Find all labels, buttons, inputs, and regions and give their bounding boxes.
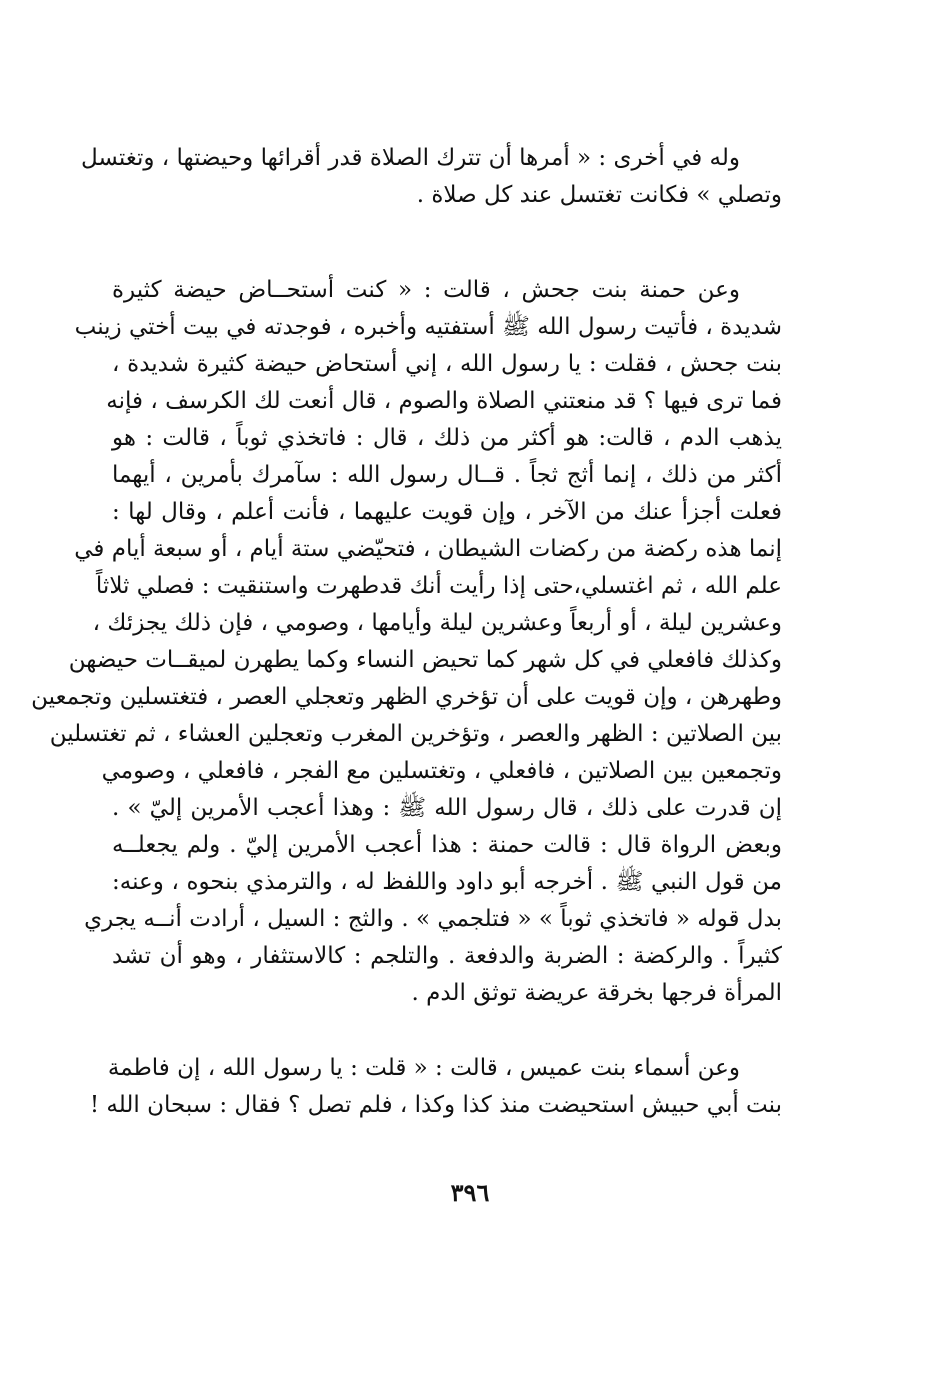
paragraph-2-line-11: وكذلك فافعلي في كل شهر كما تحيض النساء وكما يطهرن لميقــات حيضهن bbox=[68, 647, 782, 673]
paragraph-2-line-14: وتجمعين بين الصلاتين ، فافعلي ، وتغتسلين مع الفجر ، فافعلي ، وصومي bbox=[101, 758, 782, 784]
paragraph-2 bbox=[31, 272, 782, 1012]
paragraph-2-line-16: وبعض الرواة قال : قالت حمنة : هذا أعجب الأمرين إليّ . ولم يجعلــه bbox=[112, 832, 782, 858]
paragraph-2-line-5: يذهب الدم ، قالت: هو أكثر من ذلك ، قال : فاتخذي ثوباً ، قالت : هو bbox=[112, 425, 782, 451]
paragraph-spacer bbox=[112, 1012, 782, 1050]
page-number: ٣٩٦ bbox=[450, 1178, 490, 1207]
paragraph-2-line-2: شديدة ، فأتيت رسول الله ﷺ أستفتيه وأخبره ، فوجدته في بيت أختي زينب bbox=[74, 314, 782, 340]
paragraph-2-line-3: بنت جحش ، فقلت : يا رسول الله ، إني أستحاض حيضة كثيرة شديدة ، bbox=[112, 351, 782, 377]
paragraph-2-line-8: إنما هذه ركضة من ركضات الشيطان ، فتحيّضي ستة أيام ، أو سبعة أيام في bbox=[74, 536, 782, 562]
paragraph-2-line-13: بين الصلاتين : الظهر والعصر ، وتؤخرين المغرب وتعجلين العشاء ، ثم تغتسلين bbox=[49, 721, 782, 747]
paragraph-2-line-19: كثيراً . والركضة : الضربة والدفعة . والتلجم : كالاستثفار ، وهو أن تشد bbox=[112, 943, 782, 969]
paragraph-2-line-9: علم الله ، ثم اغتسلي،حتى إذا رأيت أنك قدطهرت واستنقيت : فصلي ثلاثاً bbox=[95, 573, 782, 599]
paragraph-2-line-4: فما ترى فيها ؟ قد منعتني الصلاة والصوم ، قال أنعت لك الكرسف ، فإنه bbox=[106, 388, 782, 414]
paragraph-2-line-20: المرأة فرجها بخرقة عريضة توثق الدم . bbox=[411, 980, 782, 1006]
paragraph-1-line-2: وتصلي » فكانت تغتسل عند كل صلاة . bbox=[416, 182, 782, 208]
paragraph-2-line-6: أكثر من ذلك ، إنما أثج ثجاً . قــال رسول الله : سآمرك بأمرين ، أيهما bbox=[112, 462, 782, 488]
paragraph-2-line-17: من قول النبي ﷺ . أخرجه أبو داود واللفظ له ، والترمذي بنحوه ، وعنه: bbox=[112, 869, 782, 895]
paragraph-2-line-15: إن قدرت على ذلك ، قال رسول الله ﷺ : وهذا أعجب الأمرين إليّ » . bbox=[112, 795, 782, 821]
paragraph-3-line-1: وعن أسماء بنت عميس ، قالت : « قلت : يا رسول الله ، إن فاطمة bbox=[107, 1055, 740, 1081]
paragraph-2-line-18: بدل قوله « فاتخذي ثوباً » « فتلجمي » . والثج : السيل ، أرادت أنــه يجري bbox=[84, 906, 782, 932]
paragraph-spacer bbox=[112, 214, 782, 272]
paragraph-2-line-1: وعن حمنة بنت جحش ، قالت : « كنت أستحــاض حيضة كثيرة bbox=[112, 277, 740, 303]
paragraph-1-line-1: وله في أخرى : « أمرها أن تترك الصلاة قدر أقرائها وحيضتها ، وتغتسل bbox=[80, 145, 740, 171]
page-body bbox=[31, 140, 782, 1124]
paragraph-1 bbox=[80, 140, 782, 214]
paragraph-3-line-2: بنت أبي حبيش استحيضت منذ كذا وكذا ، فلم تصل ؟ فقال : سبحان الله ! bbox=[89, 1092, 782, 1118]
paragraph-3 bbox=[89, 1050, 782, 1124]
paragraph-2-line-12: وطهرهن ، وإن قويت على أن تؤخري الظهر وتعجلي العصر ، فتغتسلين وتجمعين bbox=[31, 684, 782, 710]
paragraph-2-line-10: وعشرين ليلة ، أو أربعاً وعشرين ليلة وأيامها ، وصومي ، فإن ذلك يجزئك ، bbox=[92, 610, 782, 636]
paragraph-2-line-7: فعلت أجزأ عنك من الآخر ، وإن قويت عليهما ، فأنت أعلم ، وقال لها : bbox=[112, 499, 782, 525]
